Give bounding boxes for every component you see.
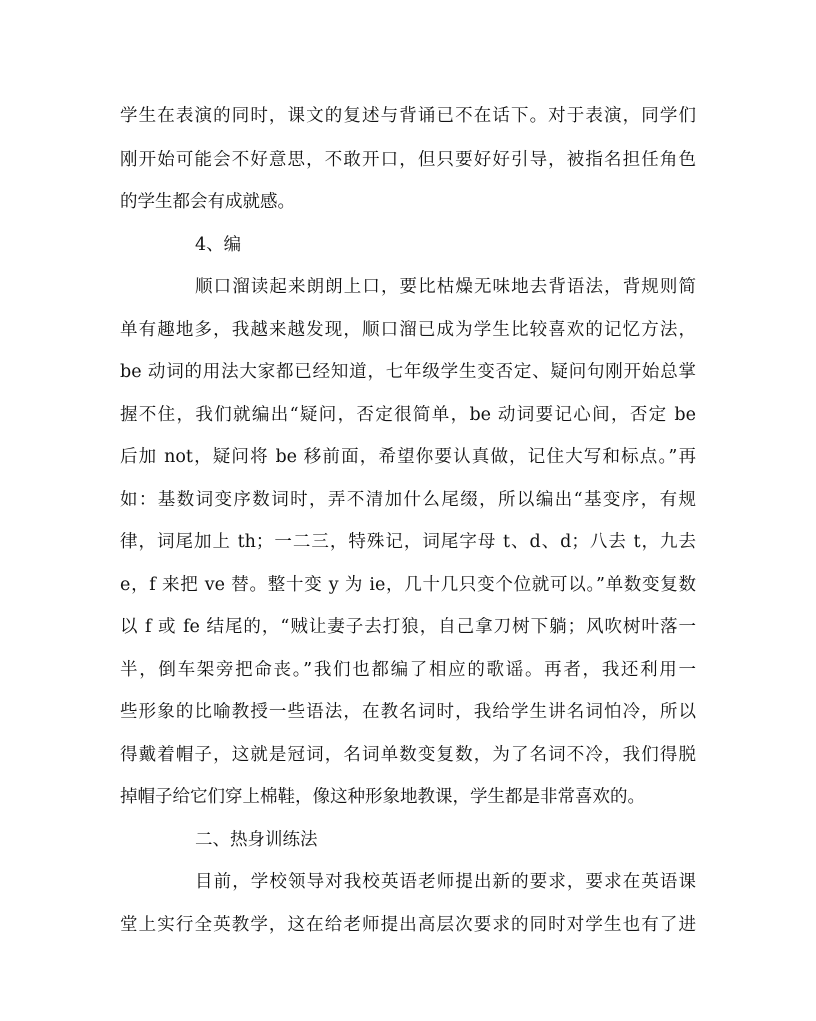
text-line: 以 f 或 fe 结尾的，“贼让妻子去打狼，自己拿刀树下躺；风吹树叶落一 <box>120 617 696 637</box>
text-line: 单有趣地多，我越来越发现，顺口溜已成为学生比较喜欢的记忆方法， <box>120 320 696 340</box>
text-line: 些形象的比喻教授一些语法，在教名词时，我给学生讲名词怕冷，所以 <box>120 702 696 722</box>
text-line: 得戴着帽子，这就是冠词，名词单数变复数，为了名词不冷，我们得脱 <box>120 745 696 765</box>
paragraph-first-line: 目前，学校领导对我校英语老师提出新的要求，要求在英语课 <box>195 872 696 892</box>
text-line: 掉帽子给它们穿上棉鞋，像这种形象地教课，学生都是非常喜欢的。 <box>120 787 645 807</box>
text-line: 的学生都会有成就感。 <box>120 192 295 212</box>
text-line: 握不住，我们就编出“疑问，否定很简单，be 动词要记心间，否定 be <box>120 405 696 425</box>
text-line: 如：基数词变序数词时，弄不清加什么尾缀，所以编出“基变序，有规 <box>120 490 696 510</box>
text-line: 半，倒车架旁把命丧。”我们也都编了相应的歌谣。再者，我还利用一 <box>120 660 696 680</box>
text-line: e，f 来把 ve 替。整十变 y 为 ie，几十几只变个位就可以。”单数变复数 <box>120 575 696 595</box>
text-line: 刚开始可能会不好意思，不敢开口，但只要好好引导，被指名担任角色 <box>120 150 696 170</box>
text-line: 学生在表演的同时，课文的复述与背诵已不在话下。对于表演，同学们 <box>120 106 696 126</box>
paragraph-first-line: 顺口溜读起来朗朗上口，要比枯燥无味地去背语法，背规则简 <box>195 277 696 297</box>
text-line: 律，词尾加上 th；一二三，特殊记，词尾字母 t、d、d；八去 t，九去 <box>120 532 696 552</box>
text-line: 后加 not，疑问将 be 移前面，希望你要认真做，记住大写和标点。”再 <box>120 447 696 467</box>
text-line: 堂上实行全英教学，这在给老师提出高层次要求的同时对学生也有了进 <box>120 915 696 935</box>
section-heading-2: 二、热身训练法 <box>195 830 318 850</box>
text-line: be 动词的用法大家都已经知道，七年级学生变否定、疑问句刚开始总掌 <box>120 362 696 382</box>
section-heading-4: 4、编 <box>195 235 242 255</box>
